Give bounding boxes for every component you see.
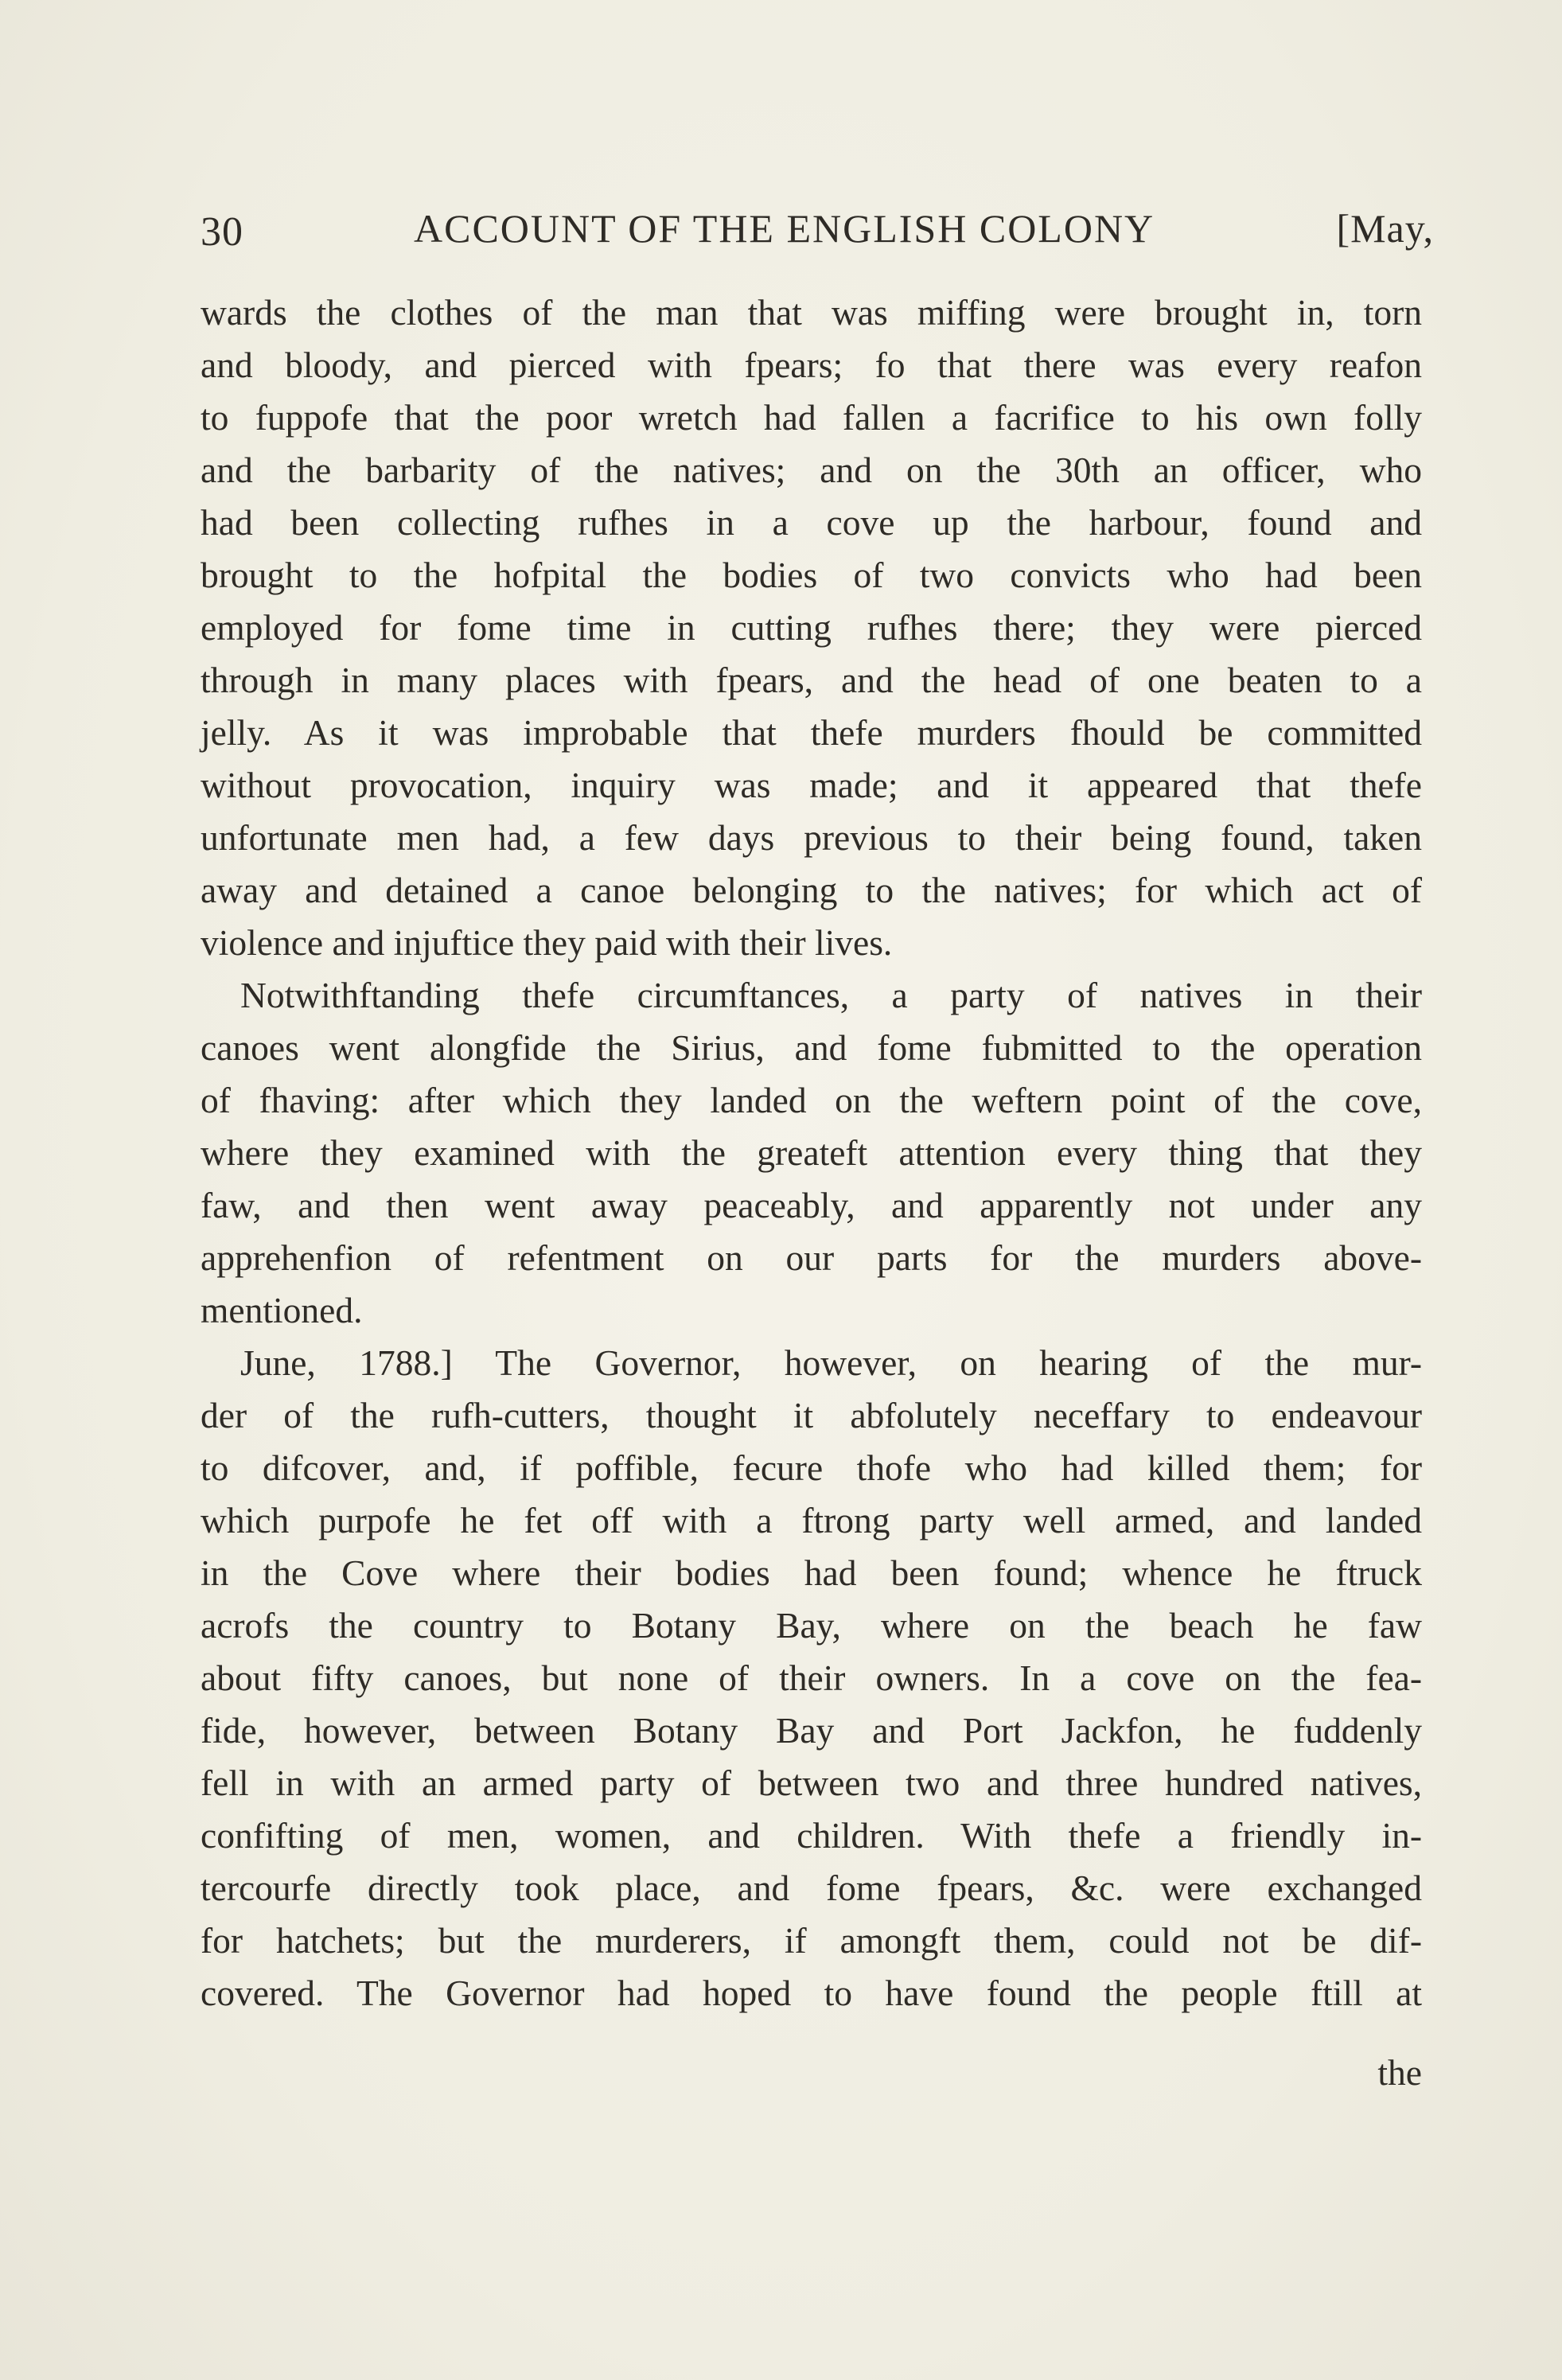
page-header <box>201 199 1434 263</box>
text-line: apprehenfion of refentment on our parts for the murders above- <box>201 1237 1422 1278</box>
text-line: away and detained a canoe belonging to the natives; for which act of <box>201 870 1422 910</box>
text-line: June, 1788.] The Governor, however, on hearing of the mur- <box>240 1342 1422 1383</box>
text-line: without provocation, inquiry was made; and it appeared that thefe <box>201 765 1422 805</box>
text-line: jelly. As it was improbable that thefe murders fhould be committed <box>201 712 1422 753</box>
text-line: employed for fome time in cutting rufhes there; they were pierced <box>201 607 1422 648</box>
body-text <box>201 286 1422 2020</box>
text-line: about fifty canoes, but none of their owners. In a cove on the fea- <box>201 1657 1422 1698</box>
running-date: [May, <box>1336 206 1434 251</box>
text-line: brought to the hofpital the bodies of two convicts who had been <box>201 555 1422 595</box>
text-line: to difcover, and, if poffible, fecure thofe who had killed them; for <box>201 1447 1422 1488</box>
text-line: of fhaving: after which they landed on the weftern point of the cove, <box>201 1080 1422 1120</box>
text-line: unfortunate men had, a few days previous to their being found, taken <box>201 817 1422 858</box>
text-line: acrofs the country to Botany Bay, where on the beach he faw <box>201 1605 1422 1646</box>
text-line: covered. The Governor had hoped to have found the people ftill at <box>201 1973 1422 2013</box>
text-line: through in many places with fpears, and the head of one beaten to a <box>201 660 1422 700</box>
text-line: in the Cove where their bodies had been found; whence he ftruck <box>201 1552 1422 1593</box>
text-line: tercourfe directly took place, and fome fpears, &c. were exchanged <box>201 1868 1422 1908</box>
text-line: Notwithftanding thefe circumftances, a party of natives in their <box>240 975 1422 1015</box>
text-line: canoes went alongfide the Sirius, and fome fubmitted to the operation <box>201 1027 1422 1068</box>
text-line: violence and injuftice they paid with their lives. <box>201 922 893 963</box>
text-line: which purpofe he fet off with a ftrong party well armed, and landed <box>201 1500 1422 1541</box>
text-line: where they examined with the greateft attention every thing that they <box>201 1132 1422 1173</box>
text-line: and bloody, and pierced with fpears; fo that there was every reafon <box>201 345 1422 385</box>
text-line: der of the rufh-cutters, thought it abfolutely neceffary to endeavour <box>201 1395 1422 1435</box>
text-line: mentioned. <box>201 1290 363 1330</box>
running-title: ACCOUNT OF THE ENGLISH COLONY <box>414 206 1155 251</box>
text-line: to fuppofe that the poor wretch had fallen a facrifice to his own folly <box>201 397 1422 438</box>
text-line: confifting of men, women, and children. With thefe a friendly in- <box>201 1815 1422 1856</box>
page-number: 30 <box>201 209 243 255</box>
text-line: fell in with an armed party of between two and three hundred natives, <box>201 1763 1422 1803</box>
text-line: fide, however, between Botany Bay and Port Jackfon, he fuddenly <box>201 1710 1422 1751</box>
text-line: faw, and then went away peaceably, and apparently not under any <box>201 1185 1422 1225</box>
catchword: the <box>1377 2052 1422 2093</box>
text-line: had been collecting rufhes in a cove up the harbour, found and <box>201 502 1422 543</box>
text-line: for hatchets; but the murderers, if amongft them, could not be dif- <box>201 1920 1422 1961</box>
text-line: wards the clothes of the man that was miffing were brought in, torn <box>201 292 1422 333</box>
text-line: and the barbarity of the natives; and on the 30th an officer, who <box>201 450 1422 490</box>
